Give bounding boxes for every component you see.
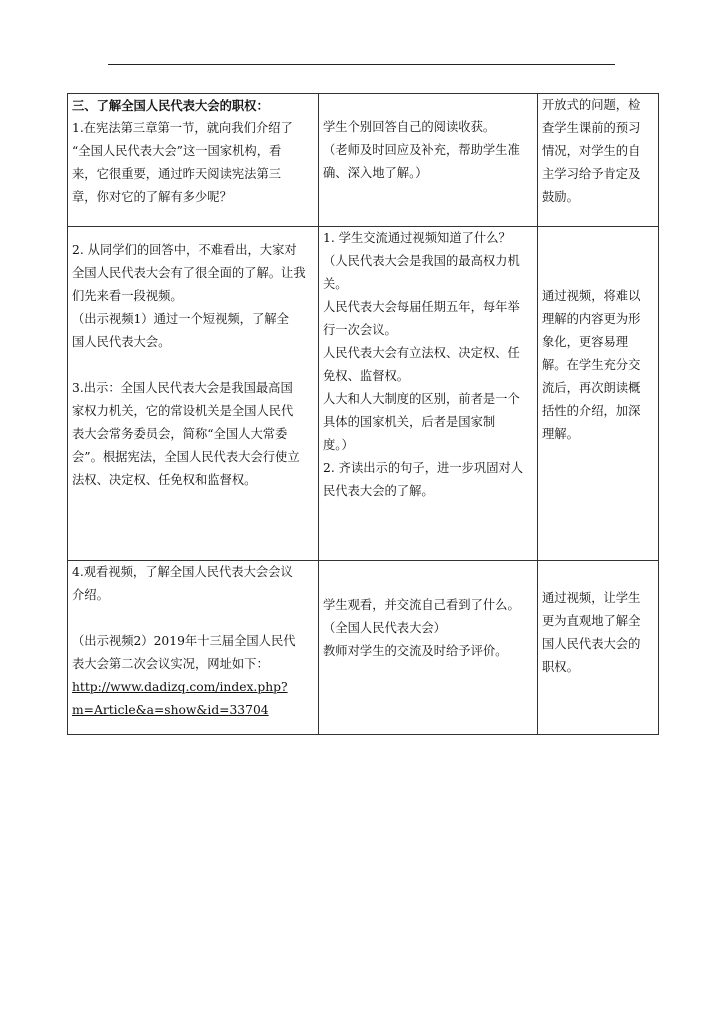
text-line: 查学生课前的预习 xyxy=(542,121,641,135)
text-line: 开放式的问题，检 xyxy=(542,98,641,112)
text-line: （人民代表大会是我国的最高权力机 xyxy=(323,254,520,268)
student-activity-cell xyxy=(319,561,538,735)
text-line: 人大和人大制度的区别，前者是一个 xyxy=(323,392,520,406)
text-line: 具体的国家机关，后者是国家制 xyxy=(323,415,496,429)
teacher-activity-cell xyxy=(68,94,319,227)
video-link[interactable]: http://www.dadizq.com/index.php? xyxy=(72,680,288,694)
spacer xyxy=(72,354,314,377)
text-line: 2. 齐读出示的句子，进一步巩固对人 xyxy=(323,461,524,475)
text-line: 人民代表大会有立法权、决定权、任 xyxy=(323,346,520,360)
header-rule xyxy=(108,64,615,65)
text-line: 确、深入地了解。） xyxy=(323,166,428,180)
text-line: 家权力机关，它的常设机关是全国人民代 xyxy=(72,404,294,418)
text-line: 括性的介绍，加深 xyxy=(542,404,641,418)
student-activity-cell xyxy=(319,94,538,227)
text-line: 人民代表大会每届任期五年，每年举 xyxy=(323,300,520,314)
text-line: 会”。根据宪法，全国人民代表大会行使立 xyxy=(72,450,300,464)
table-row xyxy=(68,561,659,735)
text-line: 行一次会议。 xyxy=(323,323,397,337)
text-line: 主学习给予肯定及 xyxy=(542,167,641,181)
section-heading: 三、了解全国人民代表大会的职权： xyxy=(72,98,269,113)
text-line: 学生观看，并交流自己看到了什么。 xyxy=(323,598,520,612)
text-line: 介绍。 xyxy=(72,588,109,602)
spacer xyxy=(72,607,314,630)
text-line: 更为直观地了解全 xyxy=(542,614,641,628)
text-line: 民代表大会的了解。 xyxy=(323,484,434,498)
text-line: 理解的内容更为形 xyxy=(542,312,641,326)
text-line: （全国人民代表大会） xyxy=(323,621,446,635)
table-row xyxy=(68,227,659,561)
text-line: 教师对学生的交流及时给予评价。 xyxy=(323,644,508,658)
text-line: 度。） xyxy=(323,438,354,452)
text-line: 们先来看一段视频。 xyxy=(72,289,183,303)
text-line: 情况，对学生的自 xyxy=(542,144,641,158)
text-line: 象化，更容易理 xyxy=(542,335,629,349)
design-intent-cell xyxy=(538,561,659,735)
teacher-activity-cell xyxy=(68,561,319,735)
text-line: 3.出示：全国人民代表大会是我国最高国 xyxy=(72,381,293,395)
text-line: 免权、监督权。 xyxy=(323,369,410,383)
text-line: 国人民代表大会。 xyxy=(72,335,171,349)
text-line: （出示视频2）2019年十三届全国人民代 xyxy=(72,634,296,648)
text-line: 国人民代表大会的 xyxy=(542,637,641,651)
text-line: 鼓励。 xyxy=(542,190,579,204)
text-line: 解。在学生充分交 xyxy=(542,358,641,372)
text-line: 职权。 xyxy=(542,660,579,674)
teacher-activity-cell xyxy=(68,227,319,561)
text-line: 关。 xyxy=(323,277,348,291)
text-line: 通过视频，将难以 xyxy=(542,289,641,303)
text-line: （出示视频1）通过一个短视频，了解全 xyxy=(72,312,289,326)
text-line: 2. 从同学们的回答中，不难看出，大家对 xyxy=(72,243,297,257)
text-line: （老师及时回应及补充，帮助学生准 xyxy=(323,143,520,157)
text-line: 通过视频，让学生 xyxy=(542,591,641,605)
design-intent-cell xyxy=(538,227,659,561)
text-line: 4.观看视频，了解全国人民代表大会会议 xyxy=(72,565,293,579)
text-line: 来，它很重要，通过昨天阅读宪法第三 xyxy=(72,167,282,181)
text-line: 理解。 xyxy=(542,427,579,441)
text-line: 表大会常务委员会，简称“全国人大常委 xyxy=(72,427,288,441)
text-line: 学生个别回答自己的阅读收获。 xyxy=(323,120,496,134)
design-intent-cell xyxy=(538,94,659,227)
text-line: 法权、决定权、任免权和监督权。 xyxy=(72,473,257,487)
lesson-plan-table xyxy=(67,93,659,735)
text-line: 1.在宪法第三章第一节，就向我们介绍了 xyxy=(72,121,293,135)
text-line: 全国人民代表大会有了很全面的了解。让我 xyxy=(72,266,306,280)
text-line: 1. 学生交流通过视频知道了什么？ xyxy=(323,231,511,245)
table-row xyxy=(68,94,659,227)
video-link-query[interactable]: m=Article&a=show&id=33704 xyxy=(72,703,269,717)
text-line: 表大会第二次会议实况，网址如下： xyxy=(72,657,269,671)
text-line: “全国人民代表大会”这一国家机构，看 xyxy=(72,144,282,158)
text-line: 章，你对它的了解有多少呢？ xyxy=(72,190,232,204)
text-line: 流后，再次朗读概 xyxy=(542,381,641,395)
student-activity-cell xyxy=(319,227,538,561)
